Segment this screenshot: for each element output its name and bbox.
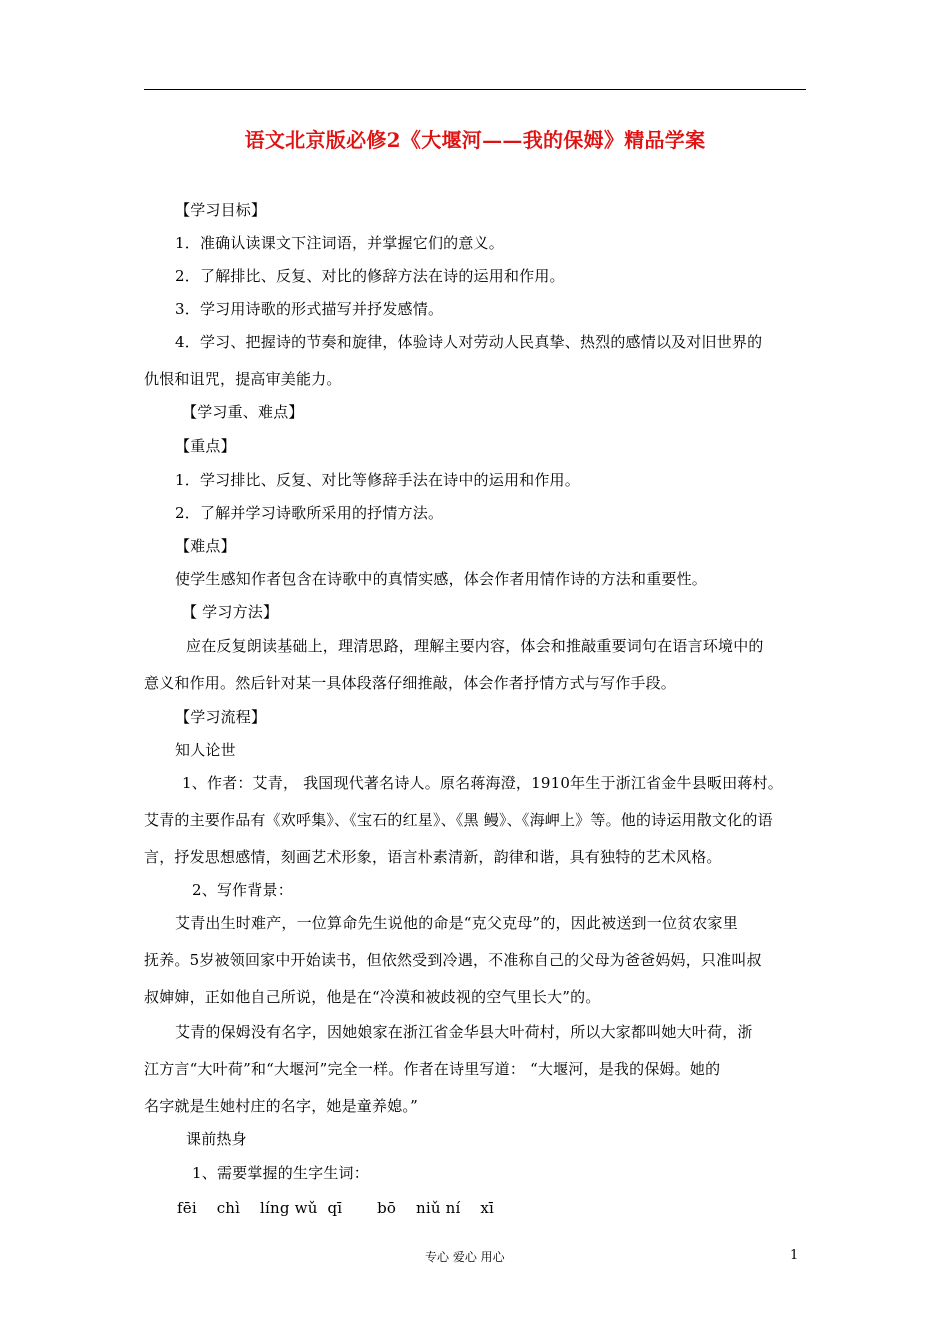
body-line: 3．学习用诗歌的形式描写并抒发感情。	[175, 300, 444, 318]
body-line: 4．学习、把握诗的节奏和旋律，体验诗人对劳动人民真挚、热烈的感情以及对旧世界的	[175, 333, 763, 351]
body-line: 2．了解并学习诗歌所采用的抒情方法。	[175, 504, 444, 522]
body-line: 仇恨和诅咒，提高审美能力。	[144, 370, 342, 388]
section-heading-objectives: 【学习目标】	[175, 201, 267, 219]
subheading-author: 知人论世	[175, 741, 236, 759]
body-line: 抚养。5岁被领回家中开始读书，但依然受到冷遇，不准称自己的父母为爸爸妈妈，只准叫叔	[144, 951, 762, 969]
body-line: 艾青的主要作品有《欢呼集》、《宝石的红星》、《黑 鳗》、《海岬上》等。他的诗运用散文化的语	[144, 811, 773, 829]
body-line: 使学生感知作者包含在诗歌中的真情实感，体会作者用情作诗的方法和重要性。	[175, 570, 708, 588]
body-line: 1、作者：艾青， 我国现代著名诗人。原名蒋海澄，1910年生于浙江省金牛县畈田蒋村。	[182, 774, 783, 792]
page-number: 1	[790, 1248, 799, 1263]
body-line: 意义和作用。然后针对某一具体段落仔细推敲，体会作者抒情方式与写作手段。	[144, 674, 677, 692]
section-heading-difficulties: 【难点】	[175, 537, 236, 555]
body-line: 1．准确认读课文下注词语，并掌握它们的意义。	[175, 234, 504, 252]
body-line: 名字就是生她村庄的名字，她是童养媳。”	[144, 1097, 418, 1115]
section-heading-method: 【 学习方法】	[182, 603, 279, 621]
body-line: 1．学习排比、反复、对比等修辞手法在诗中的运用和作用。	[175, 471, 580, 489]
body-line: 2．了解排比、反复、对比的修辞方法在诗的运用和作用。	[175, 267, 565, 285]
body-line: 江方言“大叶荷”和“大堰河”完全一样。作者在诗里写道： “大堰河，是我的保姆。她的	[144, 1060, 721, 1078]
header-rule	[144, 89, 806, 90]
section-heading-process: 【学习流程】	[175, 708, 267, 726]
body-line: 言，抒发思想感情，刻画艺术形象，语言朴素清新，韵律和谐，具有独特的艺术风格。	[144, 848, 722, 866]
body-line: 艾青出生时难产，一位算命先生说他的命是“克父克母”的，因此被送到一位贫农家里	[175, 914, 738, 932]
pinyin-line: fēi chì líng wǔ qī bō niǔ ní xī	[177, 1199, 495, 1217]
body-line: 1、需要掌握的生字生词：	[192, 1164, 369, 1182]
document-title: 语文北京版必修2《大堰河——我的保姆》精品学案	[244, 128, 706, 152]
section-heading-key-difficult: 【学习重、难点】	[182, 403, 304, 421]
body-line: 应在反复朗读基础上，理清思路，理解主要内容，体会和推敲重要词句在语言环境中的	[186, 637, 764, 655]
page-footer: 专心 爱心 用心	[425, 1250, 505, 1264]
subheading-warmup: 课前热身	[186, 1130, 247, 1148]
section-heading-key-points: 【重点】	[175, 437, 236, 455]
subheading-background: 2、写作背景：	[192, 881, 293, 899]
body-line: 叔婶婶，正如他自己所说，他是在“冷漠和被歧视的空气里长大”的。	[144, 988, 601, 1006]
body-line: 艾青的保姆没有名字，因她娘家在浙江省金华县大叶荷村，所以大家都叫她大叶荷，浙	[175, 1023, 753, 1041]
